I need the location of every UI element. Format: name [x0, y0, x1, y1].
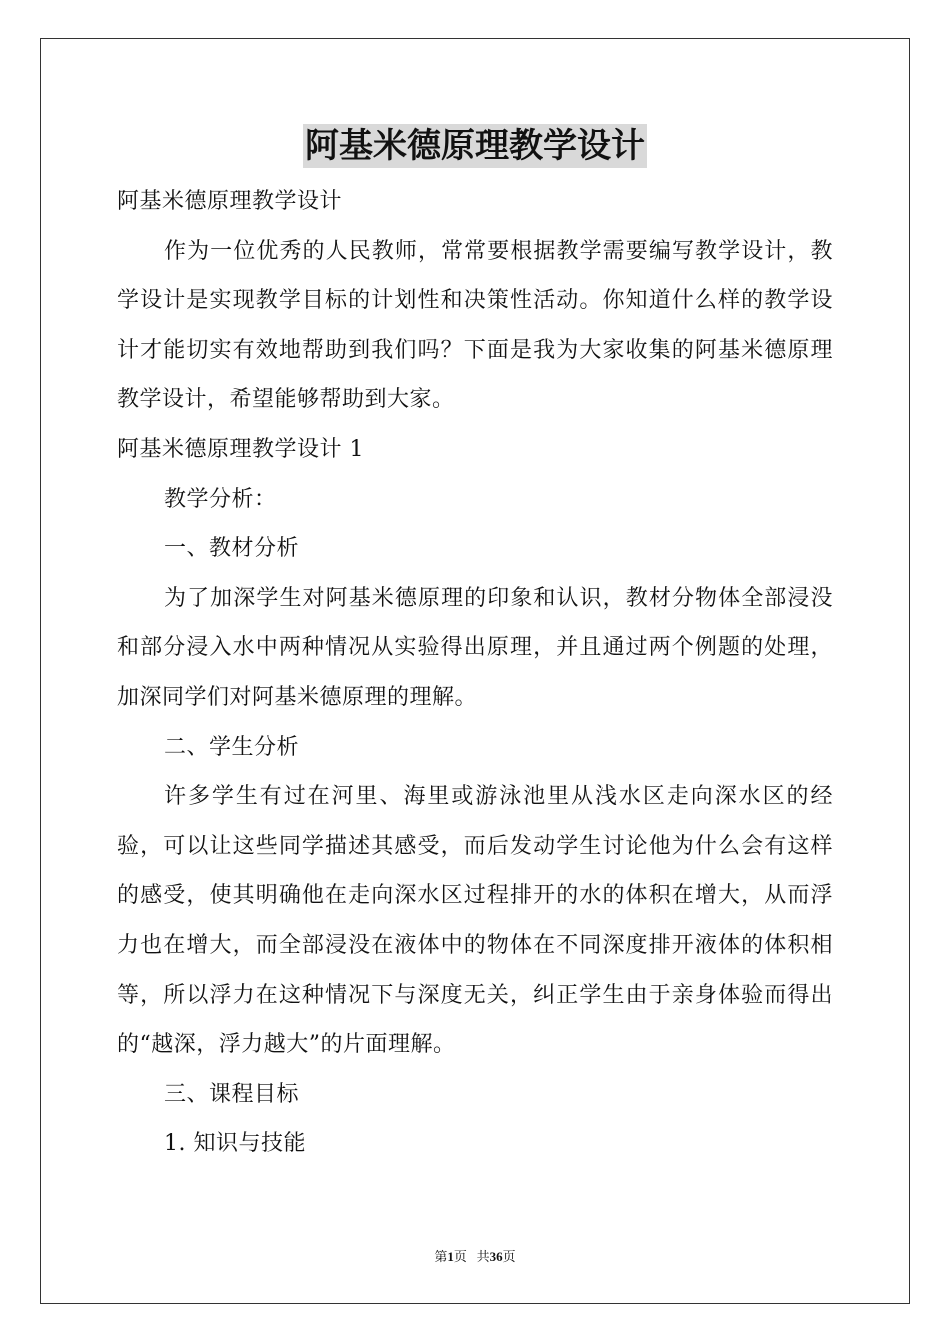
page-number: 1 — [447, 1249, 454, 1264]
total-pages: 36 — [489, 1249, 503, 1264]
paragraph: 许多学生有过在河里、海里或游泳池里从浅水区走向深水区的经验，可以让这些同学描述其感受，而后发动学生讨论他为什么会有这样的感受，使其明确他在走向深水区过程排开的水的体积在增大，从而浮力也在增大，而全部浸没在液体中的物体在不同深度排开液体的体积相等，所以浮力在这种情况下与深度无关，纠正学生由于亲身体验而得出的“越深，浮力越大”的片面理解。 — [117, 784, 833, 1058]
total-prefix: 共 — [476, 1249, 490, 1264]
page-suffix: 页 — [453, 1249, 467, 1264]
paragraph: 一、教材分析 — [164, 536, 300, 562]
paragraph: 教学分析： — [164, 486, 277, 512]
document-title: 阿基米德原理教学设计 — [305, 126, 645, 166]
document-body — [117, 177, 833, 1169]
paragraph: 二、学生分析 — [164, 734, 300, 760]
paragraph: 作为一位优秀的人民教师，常常要根据教学需要编写教学设计，教学设计是实现教学目标的计划性和决策性活动。你知道什么样的教学设计才能切实有效地帮助到我们吗？下面是我为大家收集的阿基米德原理教学设计，希望能够帮助到大家。 — [117, 238, 833, 413]
paragraph: 阿基米德原理教学设计 1 — [117, 436, 364, 462]
total-suffix: 页 — [502, 1249, 516, 1264]
paragraph: 为了加深学生对阿基米德原理的印象和认识，教材分物体全部浸没和部分浸入水中两种情况从实验得出原理，并且通过两个例题的处理，加深同学们对阿基米德原理的理解。 — [117, 585, 833, 710]
paragraph: 阿基米德原理教学设计 — [117, 189, 343, 214]
title-container — [0, 124, 950, 168]
paragraph: 三、课程目标 — [164, 1081, 300, 1107]
paragraph: 1. 知识与技能 — [164, 1131, 306, 1157]
page-prefix: 第 — [434, 1249, 448, 1264]
page-footer — [0, 1246, 950, 1265]
